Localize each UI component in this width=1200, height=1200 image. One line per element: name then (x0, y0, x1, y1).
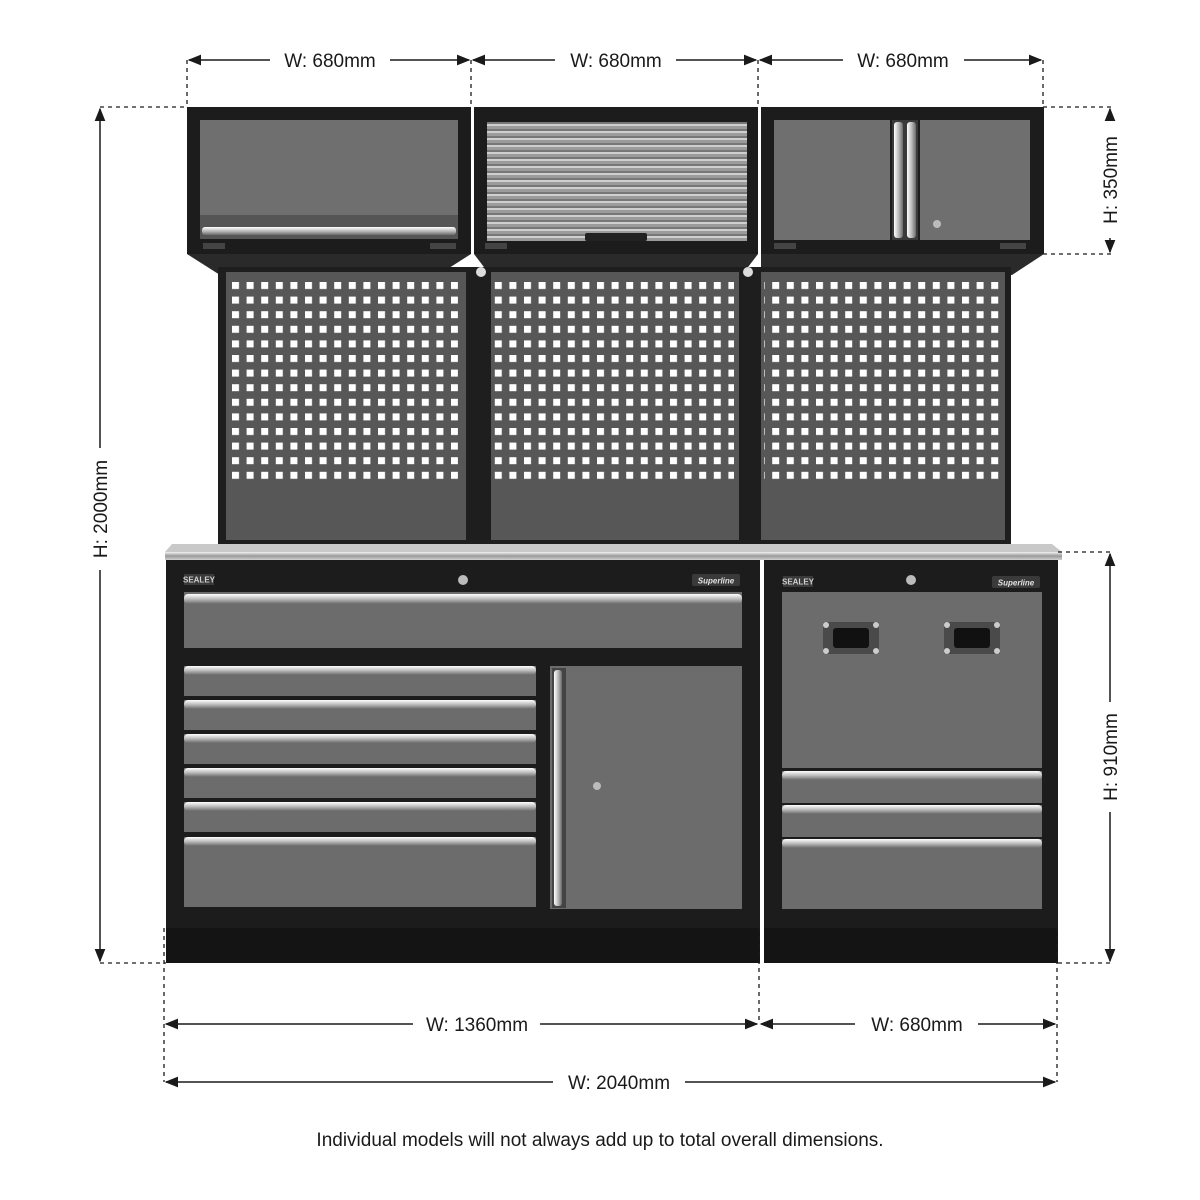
label-base-left-width: W: 1360mm (425, 1015, 529, 1036)
flap-handle (202, 227, 456, 235)
roller-shutter (487, 122, 747, 241)
plinth (166, 928, 760, 963)
dimension-disclaimer: Individual models will not always add up to total overall dimensions. (316, 1130, 884, 1151)
wall-cabinet-right (761, 107, 1044, 275)
label-top-mid-width: W: 680mm (570, 51, 662, 72)
label-base-right-width: W: 680mm (871, 1015, 963, 1036)
shutter-handle (585, 233, 647, 241)
wall-cabinet-middle (474, 107, 758, 275)
brand-logo: Superline (697, 576, 735, 586)
brand-badge: SEALEY (781, 577, 815, 587)
bin-handle-right (944, 622, 1000, 654)
label-base-height: H: 910mm (1101, 713, 1122, 801)
brand-badge: SEALEY (182, 575, 216, 585)
drawer-stack-left (184, 666, 536, 907)
pegboard-backplate (218, 267, 1011, 547)
label-overall-width: W: 2040mm (567, 1073, 671, 1094)
label-top-left-width: W: 680mm (284, 51, 376, 72)
brand-logo: Superline (997, 578, 1035, 588)
label-wall-height: H: 350mm (1101, 136, 1122, 224)
label-overall-height: H: 2000mm (91, 459, 112, 559)
stainless-worktop (165, 544, 1062, 560)
base-cabinet-right (764, 560, 1058, 963)
bin-handle-left (823, 622, 879, 654)
label-top-right-width: W: 680mm (857, 51, 949, 72)
base-cabinet-left (166, 560, 760, 963)
cupboard-door (550, 666, 742, 909)
wall-cabinet-left (187, 107, 471, 275)
